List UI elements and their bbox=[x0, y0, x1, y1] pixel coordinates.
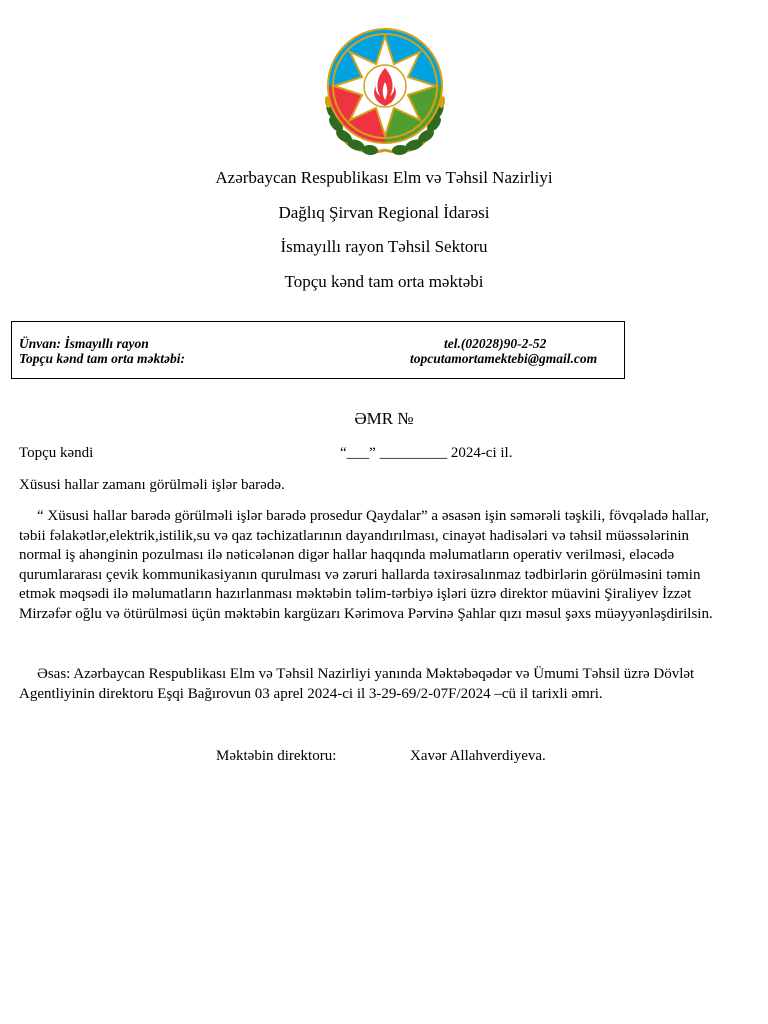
body-line: “ Xüsusi hallar barədə görülməli işlər barədə prosedur Qaydalar” a əsasən işin səmərəli təşkili, fövqəladə hallar, bbox=[37, 508, 710, 524]
body-line: qurumlararası çevik kommunikasiyanın qurulması və zəruri hallarda təxirəsalınmaz tədbirlərin görülməsini təmin bbox=[19, 566, 701, 583]
district-sector-name: İsmayıllı rayon Təhsil Sektoru bbox=[280, 237, 488, 256]
contact-box bbox=[11, 321, 625, 379]
order-basis bbox=[19, 665, 749, 704]
school-name: Topçu kənd tam orta məktəbi bbox=[284, 272, 484, 291]
order-place: Topçu kəndi bbox=[19, 445, 94, 461]
body-line: Mirzəfər oğlu və ötürülməsi üçün məktəbin kargüzarı Kərimova Pərvinə Şahlar qızı məsul şəxs müəyyənləşdirilsin. bbox=[19, 605, 713, 622]
basis-line: Agentliyinin direktoru Eşqi Bağırovun 03 aprel 2024-ci il 3-29-69/2-07F/2024 –cü il tarixli əmri. bbox=[19, 685, 603, 702]
signature-title: Məktəbin direktoru: bbox=[216, 748, 337, 764]
email-address: topcutamortamektebi@gmail.com bbox=[410, 351, 598, 366]
address-line-2: Topçu kənd tam orta məktəbi: bbox=[19, 351, 185, 366]
body-line: təbii fəlakətlər,elektrik,istilik,su və qaz təchizatlarının dayandırılması, cinayət hadisələri və təhsil müəssələrinin bbox=[19, 527, 689, 544]
ministry-name: Azərbaycan Respublikası Elm və Təhsil Nazirliyi bbox=[215, 168, 553, 187]
signature-name: Xavər Allahverdiyeva. bbox=[410, 748, 546, 764]
basis-line: Əsas: Azərbaycan Respublikası Elm və Təhsil Nazirliyi yanında Məktəbəqədər və Ümumi Təhsil üzrə Dövlət bbox=[37, 666, 695, 682]
phone-number: tel.(02028)90-2-52 bbox=[444, 336, 547, 351]
order-body bbox=[19, 507, 749, 625]
azerbaijan-coat-of-arms-icon bbox=[320, 22, 450, 156]
body-line: normal iş ahənginin pozulması ilə nəticələnən digər hallar haqqında məlumatların operativ verilməsi, eləcədə bbox=[19, 547, 675, 564]
body-line: etmək məqsədi ilə məlumatların hazırlanması məktəbin təlim-tərbiyə işləri üzrə direktor müavini Şiraliyev İzzət bbox=[19, 586, 692, 603]
order-date: “___” _________ 2024-ci il. bbox=[340, 445, 513, 461]
regional-office-name: Dağlıq Şirvan Regional İdarəsi bbox=[278, 203, 490, 222]
address-line-1: Ünvan: İsmayıllı rayon bbox=[19, 336, 149, 351]
order-title: ƏMR № bbox=[354, 409, 414, 428]
order-subject: Xüsusi hallar zamanı görülməli işlər barədə. bbox=[19, 477, 285, 493]
